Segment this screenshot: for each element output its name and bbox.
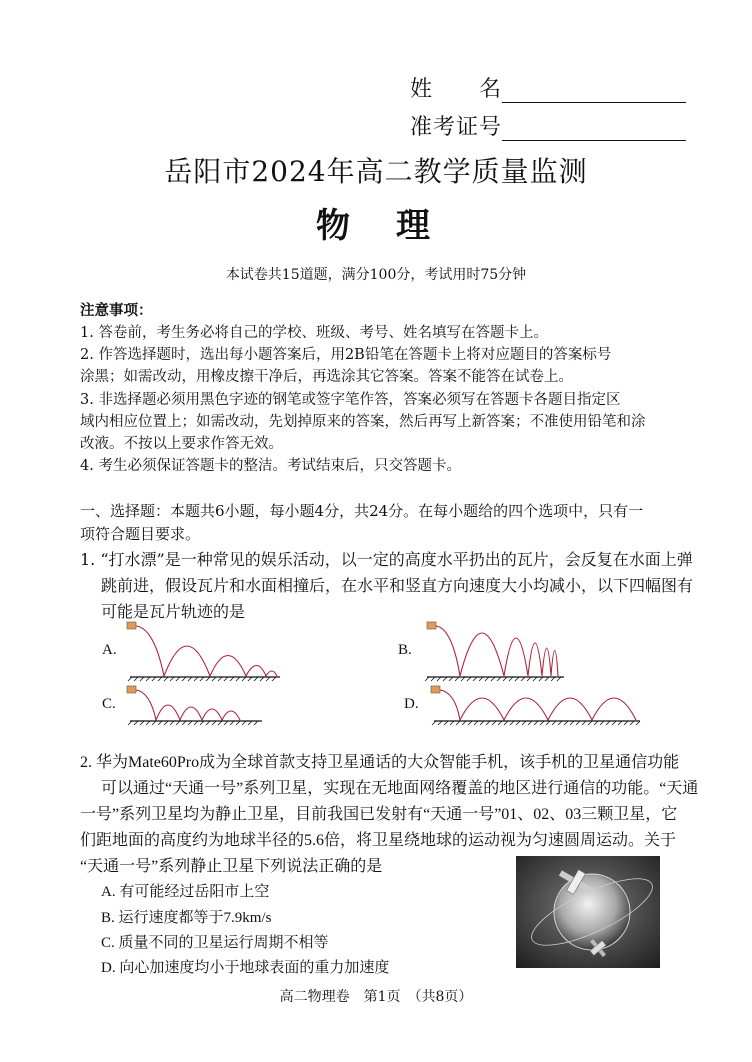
q2-option-d: D. 向心加速度均小于地球表面的重力加速度 bbox=[101, 960, 390, 976]
subject-title: 物 理 bbox=[316, 206, 436, 246]
q2-stem: 们距地面的高度约为地球半径的5.6倍，将卫星绕地球的运动视为匀速圆周运动。关于 bbox=[80, 832, 677, 849]
trajectory-path bbox=[136, 690, 240, 720]
note-line: 1. 答卷前，考生务必将自己的学校、班级、考号、姓名填写在答题卡上。 bbox=[80, 325, 548, 341]
earth-icon bbox=[554, 874, 630, 950]
q1-diagram-c bbox=[127, 686, 262, 725]
stone-icon bbox=[127, 686, 136, 693]
q1-option-d-label: D. bbox=[404, 696, 419, 712]
stone-icon bbox=[431, 686, 440, 693]
id-label: 准考证号 bbox=[410, 115, 503, 140]
q2-stem: 2. 华为Mate60Pro成为全球首款支持卫星通话的大众智能手机，该手机的卫星通信功能 bbox=[80, 754, 680, 771]
note-line: 改液。不按以上要求作答无效。 bbox=[80, 436, 283, 452]
q1-stem: 1. “打水漂”是一种常见的娱乐活动，以一定的高度水平扔出的瓦片，会反复在水面上弹 bbox=[80, 550, 693, 569]
q1-option-c-label: C. bbox=[102, 696, 116, 712]
note-line: 域内相应位置上；如需改动，先划掉原来的答案，然后再写上新答案；不准使用铅笔和涂 bbox=[80, 414, 646, 430]
page-footer: 高二物理卷 第1页 （共8页） bbox=[279, 989, 473, 1005]
q2-stem: “天通一号”系列静止卫星下列说法正确的是 bbox=[80, 858, 383, 875]
q1-option-b-label: B. bbox=[398, 642, 412, 658]
note-line: 2. 作答选择题时，选出每小题答案后，用2B铅笔在答题卡上将对应题目的答案标号 bbox=[80, 347, 612, 363]
page-title: 岳阳市2024年高二教学质量监测 bbox=[164, 155, 588, 188]
trajectory-path bbox=[136, 626, 277, 676]
note-line: 4. 考生必须保证答题卡的整洁。考试结束后，只交答题卡。 bbox=[80, 458, 461, 474]
q1-diagram-d bbox=[431, 686, 640, 725]
trajectory-path bbox=[440, 690, 636, 720]
stone-icon bbox=[427, 622, 436, 629]
note-line: 涂黑；如需改动，用橡皮擦干净后，再选涂其它答案。答案不能答在试卷上。 bbox=[80, 369, 573, 385]
section-heading-cont: 项符合题目要求。 bbox=[80, 525, 201, 543]
satellite-image bbox=[516, 856, 660, 968]
exam-info: 本试卷共15道题，满分100分，考试用时75分钟 bbox=[225, 267, 527, 283]
q2-option-b: B. 运行速度都等于7.9km/s bbox=[101, 910, 272, 926]
q1-diagram-b bbox=[425, 622, 564, 681]
notes-heading: 注意事项： bbox=[80, 302, 153, 319]
name-label: 姓 名 bbox=[410, 77, 503, 102]
q2-option-a: A. 有可能经过岳阳市上空 bbox=[101, 884, 270, 900]
q1-stem: 跳前进，假设瓦片和水面相撞后，在水平和竖直方向速度大小均减小，以下四幅图有 bbox=[101, 576, 694, 595]
trajectory-path bbox=[436, 626, 558, 676]
q2-stem: 一号”系列卫星均为静止卫星，目前我国已发射有“天通一号”01、02、03三颗卫星，它 bbox=[80, 806, 678, 823]
note-line: 3. 非选择题必须用黑色字迹的钢笔或签字笔作答，答案必须写在答题卡各题目指定区 bbox=[80, 392, 621, 408]
q1-diagram-a bbox=[127, 622, 280, 681]
q1-option-a-label: A. bbox=[102, 642, 117, 658]
q2-option-c: C. 质量不同的卫星运行周期不相等 bbox=[101, 935, 329, 951]
stone-icon bbox=[127, 622, 136, 629]
q2-stem: 可以通过“天通一号”系列卫星，实现在无地面网络覆盖的地区进行通信的功能。“天通 bbox=[101, 780, 699, 797]
q1-stem: 可能是瓦片轨迹的是 bbox=[101, 602, 246, 621]
section-heading: 一、选择题：本题共6小题，每小题4分，共24分。在每小题给的四个选项中，只有一 bbox=[80, 502, 644, 520]
